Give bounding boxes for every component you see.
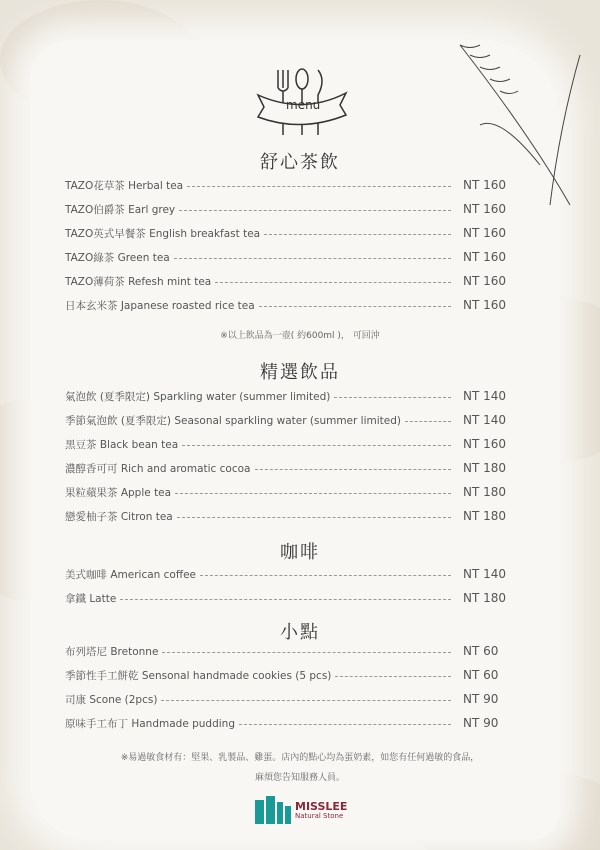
item-price: NT 180 <box>463 461 507 475</box>
item-name: 氣泡飲 (夏季限定) Sparkling water (summer limited) <box>65 390 331 403</box>
item-name: 果粒蘋果茶 Apple tea <box>65 486 172 499</box>
dotted-leader <box>405 421 451 422</box>
menu-item <box>65 225 515 241</box>
menu-item <box>65 566 515 582</box>
dotted-leader <box>200 575 451 576</box>
dotted-leader <box>174 258 451 259</box>
menu-item <box>65 201 515 217</box>
menu-item <box>65 590 515 606</box>
allergy-footnote-line1: ※易過敏食材有：堅果、乳製品、雞蛋。店內的點心均為蛋奶素，如您有任何過敏的食品， <box>120 753 480 763</box>
brand-logo <box>255 796 347 824</box>
dotted-leader <box>179 210 451 211</box>
dotted-leader <box>255 469 452 470</box>
item-price: NT 140 <box>463 567 507 581</box>
dotted-leader <box>334 397 451 398</box>
item-price: NT 160 <box>463 226 507 240</box>
item-price: NT 160 <box>463 298 507 312</box>
dotted-leader <box>239 724 451 725</box>
item-name: 布列塔尼 Bretonne <box>65 645 159 658</box>
menu-badge: menu <box>286 98 321 112</box>
menu-item <box>65 691 515 707</box>
dotted-leader <box>187 186 451 187</box>
item-name: 季節性手工餅乾 Sensonal handmade cookies (5 pcs) <box>65 669 332 682</box>
item-price: NT 90 <box>463 692 499 706</box>
item-name: TAZO伯爵茶 Earl grey <box>65 203 176 216</box>
item-name: TAZO綠茶 Green tea <box>65 251 170 264</box>
menu-item <box>65 643 515 659</box>
menu-item <box>65 508 515 524</box>
item-price: NT 90 <box>463 716 499 730</box>
item-price: NT 180 <box>463 591 507 605</box>
item-name: 日本玄米茶 Japanese roasted rice tea <box>65 299 255 312</box>
item-price: NT 180 <box>463 485 507 499</box>
dotted-leader <box>175 493 451 494</box>
dotted-leader <box>335 676 451 677</box>
item-name: 濃醇香可可 Rich and aromatic cocoa <box>65 462 251 475</box>
building-logo-icon <box>255 796 291 824</box>
item-price: NT 160 <box>463 250 507 264</box>
menu-item <box>65 388 515 404</box>
section-title: 咖啡 <box>280 542 320 563</box>
menu-item <box>65 715 515 731</box>
item-name: 季節氣泡飲 (夏季限定) Seasonal sparkling water (summer limited) <box>65 414 401 427</box>
dotted-leader <box>182 445 451 446</box>
dotted-leader <box>177 517 451 518</box>
item-price: NT 160 <box>463 274 507 288</box>
item-name: 戀愛柚子茶 Citron tea <box>65 510 173 523</box>
item-price: NT 160 <box>463 437 507 451</box>
dotted-leader <box>161 700 451 701</box>
menu-item <box>65 177 515 193</box>
item-name: TAZO薄荷茶 Refesh mint tea <box>65 275 212 288</box>
item-price: NT 140 <box>463 413 507 427</box>
item-name: 黑豆茶 Black bean tea <box>65 438 179 451</box>
item-price: NT 60 <box>463 668 499 682</box>
item-price: NT 60 <box>463 644 499 658</box>
item-price: NT 160 <box>463 202 507 216</box>
allergy-footnote-line2: 麻煩您告知服務人員。 <box>254 773 345 783</box>
item-name: 司康 Scone (2pcs) <box>65 693 158 706</box>
item-name: TAZO英式早餐茶 English breakfast tea <box>65 227 261 240</box>
dotted-leader <box>120 599 451 600</box>
item-name: 美式咖啡 American coffee <box>65 568 196 581</box>
section-title: 精選飲品 <box>260 362 340 383</box>
menu-item <box>65 460 515 476</box>
dotted-leader <box>162 652 451 653</box>
section-title: 舒心茶飲 <box>260 152 340 173</box>
menu-item <box>65 412 515 428</box>
brand-tagline: Natural Stone <box>295 811 344 820</box>
dotted-leader <box>264 234 451 235</box>
item-name: 原味手工布丁 Handmade pudding <box>65 717 235 730</box>
brand-name: MISSLEE <box>295 799 348 813</box>
section-title: 小點 <box>280 622 320 643</box>
cutlery-icon <box>250 65 350 140</box>
menu-emblem <box>250 65 350 140</box>
item-name: TAZO花草茶 Herbal tea <box>65 179 184 192</box>
dotted-leader <box>259 306 451 307</box>
dotted-leader <box>215 282 451 283</box>
item-price: NT 180 <box>463 509 507 523</box>
item-price: NT 160 <box>463 178 507 192</box>
menu-item <box>65 436 515 452</box>
menu-item <box>65 667 515 683</box>
section-note: ※以上飲品為一壺( 約600ml )， 可回沖 <box>220 331 380 341</box>
item-price: NT 140 <box>463 389 507 403</box>
menu-item <box>65 484 515 500</box>
menu-item <box>65 273 515 289</box>
menu-item <box>65 249 515 265</box>
item-name: 拿鐵 Latte <box>65 592 117 605</box>
menu-item <box>65 297 515 313</box>
